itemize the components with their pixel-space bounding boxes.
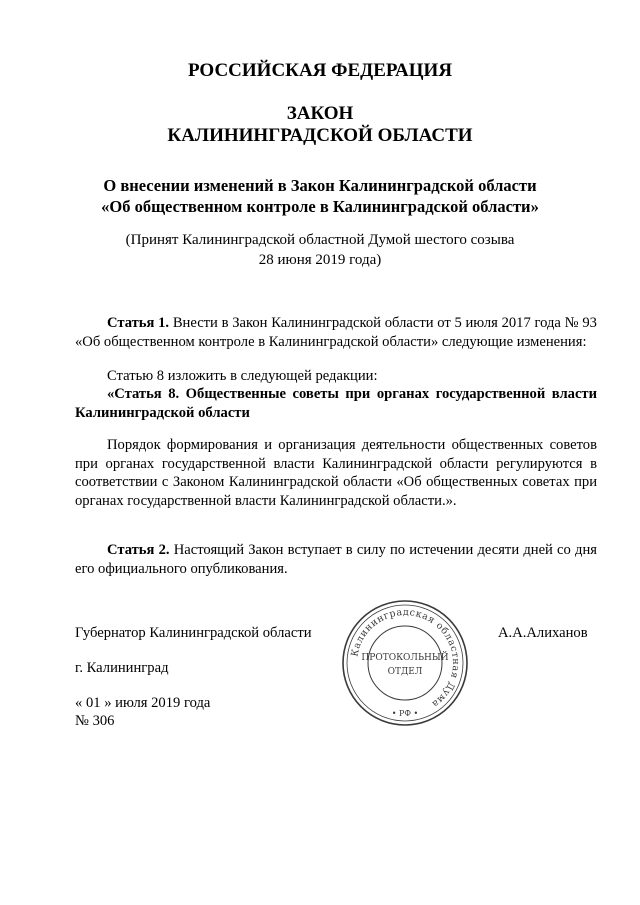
article1-sub: Статью 8 изложить в следующей редакции:	[107, 368, 378, 384]
region-heading: КАЛИНИНГРАДСКОЙ ОБЛАСТИ	[167, 125, 473, 146]
article8-text: Порядок формирования и организация деятельности общественных советов при органах государственной власти Калининградской области регулируются в соответствии с Законом Калининградской области «Об общественных советах при органах государственной власти Калининградской области.».	[75, 437, 597, 509]
stamp-center-line1: ПРОТОКОЛЬНЫЙ	[361, 653, 449, 663]
law-number: № 306	[75, 713, 115, 729]
official-stamp	[340, 598, 470, 728]
article8-heading: «Статья 8. Общественные советы при органах государственной власти Калининградской области	[75, 386, 597, 421]
stamp-bottom: • РФ •	[391, 709, 419, 718]
city: г. Калининград	[75, 660, 169, 676]
law-title-line2: «Об общественном контроле в Калининградской области»	[101, 197, 539, 216]
article1-paragraph	[75, 314, 597, 351]
governor-name: А.А.Алиханов	[498, 625, 588, 641]
adoption-line1: (Принят Калининградской областной Думой шестого созыва	[125, 232, 515, 248]
adoption-line2: 28 июня 2019 года)	[258, 252, 382, 268]
article2-paragraph	[75, 541, 597, 578]
article1-text: Внести в Закон Калининградской области от 5 июля 2017 года № 93 «Об общественном контроле в Калининградской области» следующие изменения:	[75, 315, 597, 350]
law-title-line1: О внесении изменений в Закон Калининградской области	[103, 176, 537, 195]
article2-text: Настоящий Закон вступает в силу по истечении десяти дней со дня его официального опубликования.	[75, 542, 597, 577]
governor-position: Губернатор Калининградской области	[75, 625, 312, 641]
stamp-center-line2: ОТДЕЛ	[387, 667, 423, 677]
country-heading: РОССИЙСКАЯ ФЕДЕРАЦИЯ	[187, 60, 453, 81]
article1-label: Статья 1.	[107, 315, 170, 331]
article2-label: Статья 2.	[107, 542, 170, 558]
law-heading: ЗАКОН	[286, 103, 354, 124]
signing-date: « 01 » июля 2019 года	[75, 695, 211, 711]
stamp-ring-text: Калининградская областная Дума	[349, 606, 462, 710]
